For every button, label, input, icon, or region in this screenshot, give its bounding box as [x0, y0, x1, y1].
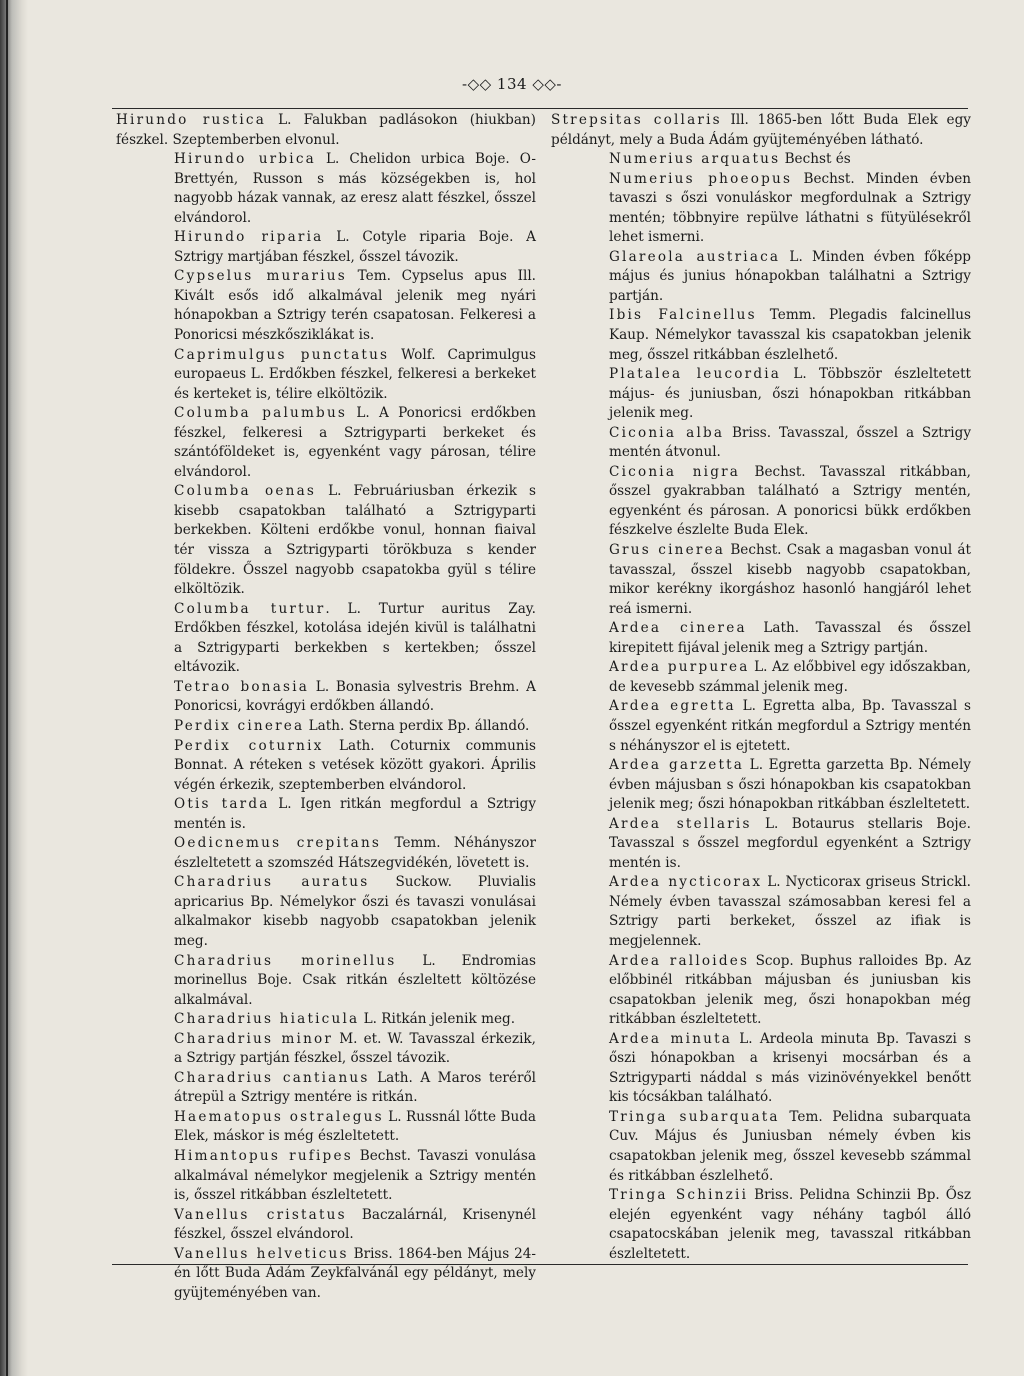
- species-entry: [116, 1069, 536, 1108]
- species-entry: [116, 873, 536, 951]
- species-description: Suckow. Pluvialis apricarius Bp. Némelykor őszi és tavaszi vonulásai alkalmakor kisebb nagyobb csapatokban jelenik meg.: [174, 874, 537, 949]
- species-description: Briss. 1864-ben Május 24-én lőtt Buda Ádám Zeykfalvánál egy példányt, mely gyüjteményében van.: [174, 1245, 536, 1301]
- species-description: L. Többször észleltetett május- és juniusban, őszi hónapokban ritkábban jelenik meg.: [609, 366, 971, 422]
- species-entry: [551, 1108, 971, 1186]
- species-description: L. Igen ritkán megfordul a Sztrigy mentén is.: [174, 796, 536, 832]
- species-description: Briss. Tavasszal, ősszel a Sztrigy mentén átvonul.: [609, 424, 971, 461]
- species-name: Ardea egretta: [609, 698, 736, 715]
- species-description: Bechst. Csak a magasban vonul át tavasszal, ősszel kisebb nagyobb csapatokban, mikor kerékny ikorgáshoz hasonló hangjáról lehet reá ismerni.: [609, 542, 971, 617]
- species-entry: [116, 482, 536, 599]
- species-name: Charadrius cantianus: [174, 1069, 370, 1086]
- species-name: Hirundo rustica: [116, 112, 266, 128]
- species-name: Ardea stellaris: [609, 815, 752, 832]
- species-entry: [116, 346, 536, 405]
- species-name: Numerius phoeopus: [609, 170, 793, 187]
- species-description: Scop. Buphus ralloides Bp. Az előbbinél ritkábban májusban és juniusban kis csapatokban jelenik meg, őszi honapokban még ritkábban észleltetett.: [609, 952, 971, 1028]
- species-description: Wolf. Caprimulgus europaeus L. Erdőkben fészkel, felkeresi a berkeket és kerteket is, télire elköltözik.: [174, 346, 536, 402]
- right-column: [551, 111, 971, 1264]
- species-description: L. Februáriusban érkezik s kisebb csapatokban található a Sztrigyparti berkekben. Költeni erdőkbe vonul, honnan fiaival tér vissza a Sztrigyparti törökbuza s kender földekre. Ősszel nagyobb csapatokba gyül s télire elköltözik.: [174, 483, 536, 598]
- species-entry: [551, 619, 971, 658]
- species-entry: [551, 952, 971, 1030]
- species-description: Lath. Tavasszal és ősszel kirepitett fijával jelenik meg a Sztrigy partján.: [609, 620, 972, 656]
- species-description: Bechst. Minden évben tavaszi s őszi vonuláskor megfordulnak a Sztrigy mentén; többnyire repülve láthatni s fütyülésekről lehet ismerni.: [609, 170, 971, 246]
- species-name: Charadrius auratus: [174, 874, 370, 891]
- species-name: Hirundo riparia: [174, 229, 324, 246]
- species-entry: [116, 1245, 536, 1304]
- species-name: Ardea nycticorax: [609, 874, 763, 891]
- species-description: Bechst. Tavasszal ritkábban, ősszel gyakrabban található a Sztrigy mentén, egyenként és párosan. A ponoricsi bükk erdőkben fészkelve észlelte Buda Elek.: [609, 463, 971, 539]
- species-entry: [551, 150, 971, 170]
- species-entry: [116, 267, 536, 345]
- species-name: Charadrius morinellus: [174, 952, 397, 969]
- species-entry: [116, 678, 536, 717]
- binding-spine: [0, 0, 28, 1376]
- species-entry: [116, 952, 536, 1011]
- species-entry: [551, 248, 971, 307]
- species-description: Ill. 1865-ben lőtt Buda Elek egy példányt, mely a Buda Ádám gyüjteményében látható.: [551, 112, 971, 148]
- species-entry: [551, 1030, 971, 1108]
- species-description: Bechst és: [780, 151, 851, 168]
- species-name: Ciconia nigra: [609, 463, 741, 480]
- species-name: Columba oenas: [174, 483, 317, 500]
- species-entry: [551, 815, 971, 874]
- species-entry: [116, 1206, 536, 1245]
- species-name: Vanellus cristatus: [174, 1206, 347, 1223]
- species-description: L. Ardeola minuta Bp. Tavaszi s őszi hónapokban a krisenyi mocsárban és a Sztrigyparti náddal s más vizinövényekkel benőtt kis tócsákban található.: [609, 1030, 971, 1106]
- species-description: L. Minden évben főképp május és junius hónapokban találhatni a Sztrigy partján.: [609, 248, 971, 304]
- species-name: Ibis Falcinellus: [609, 307, 757, 324]
- species-description: M. et. W. Tavasszal érkezik, a Sztrigy partján fészkel, ősszel távozik.: [174, 1030, 536, 1067]
- species-name: Perdix cinerea: [174, 717, 305, 734]
- species-entry: [551, 365, 971, 424]
- species-name: Tringa Schinzii: [609, 1187, 749, 1204]
- species-name: Numerius arquatus: [609, 151, 781, 168]
- species-name: Charadrius hiaticula: [174, 1011, 360, 1028]
- species-entry: [116, 834, 536, 873]
- binding-edge-line: [6, 0, 8, 1376]
- species-entry: [116, 1108, 536, 1147]
- species-description: Tem. Pelidna subarquata Cuv. Május és Juniusban némely évben kis csapatokban jelenik meg, ősszel kevesebb számmal és ritkábban észlelhető.: [609, 1108, 972, 1184]
- species-name: Charadrius minor: [174, 1030, 334, 1047]
- species-name: Ardea garzetta: [609, 757, 745, 774]
- species-entry: [116, 150, 536, 228]
- species-entry: [551, 658, 971, 697]
- species-name: Columba palumbus: [174, 405, 348, 422]
- species-name: Ciconia alba: [609, 424, 725, 441]
- species-description: Tem. Cypselus apus Ill. Kivált esős idő alkalmával jelenik meg nyári hónapokban a Sztrigy terén csapatosan. Felkeresi a Ponoricsi mészkősziklákat is.: [174, 268, 536, 344]
- page-number: -◇◇ 134 ◇◇-: [462, 75, 562, 93]
- species-entry: [116, 404, 536, 482]
- species-name: Grus cinerea: [609, 542, 726, 559]
- species-description: L. Bonasia sylvestris Brehm. A Ponoricsi, kovrágyi erdőkben állandó.: [174, 678, 536, 715]
- species-description: L. A Ponoricsi erdőkben fészkel, felkeresi a Sztrigyparti berkeket és szántóföldeket is, egyenként vagy párosan, télire elvándorol.: [174, 405, 536, 480]
- species-entry: [551, 463, 971, 541]
- species-entry: [551, 541, 971, 619]
- species-name: Tringa subarquata: [609, 1108, 780, 1125]
- species-description: L. Chelidon urbica Boje. O-Brettyén, Russon s más községekben is, hol nagyobb házak vannak, az eresz alatt fészkel, ősszel elvándorol.: [174, 151, 536, 226]
- species-description: L. Falukban padlásokon (hiukban) fészkel. Szeptemberben elvonul.: [116, 112, 536, 148]
- species-entry: [551, 697, 971, 756]
- species-entry: [116, 737, 536, 796]
- species-entry: [551, 424, 971, 463]
- species-description: Lath. Sterna perdix Bp. állandó.: [304, 717, 530, 734]
- species-description: Baczalárnál, Krisenynél fészkel, ősszel elvándorol.: [174, 1206, 536, 1243]
- species-description: L. Endromias morinellus Boje. Csak ritkán észleltett költözése alkalmával.: [174, 952, 537, 1008]
- species-name: Perdix coturnix: [174, 737, 324, 754]
- species-entry: [551, 756, 971, 815]
- species-entry: [116, 1010, 536, 1030]
- species-name: Glareola austriaca: [609, 248, 781, 265]
- species-entry: [116, 600, 536, 678]
- species-description: L. Nycticorax griseus Strickl. Némely évben tavasszal számosabban keresi fel a Sztrigy parti berkeket, ősszel az ifiak is megjelennek.: [609, 874, 971, 949]
- species-description: L. Egretta alba, Bp. Tavasszal s ősszel egyenként ritkán megfordul a Sztrigy mentén s néhányszor el is ejtetett.: [609, 698, 971, 754]
- bottom-rule: [112, 1264, 968, 1265]
- species-name: Ardea cinerea: [609, 620, 747, 637]
- top-rule: [112, 108, 968, 109]
- species-description: L. Egretta garzetta Bp. Némely évben májusban s őszi hónapokban kis csapatokban jelenik meg; őszi hónapokban ritkábban észleltetett.: [609, 757, 971, 813]
- species-entry: [551, 1186, 971, 1264]
- species-entry: [551, 873, 971, 951]
- species-name: Platalea leucordia: [609, 366, 782, 383]
- species-entry: [116, 228, 536, 267]
- species-entry: [116, 1030, 536, 1069]
- species-name: Columba turtur: [174, 600, 326, 617]
- species-entry: [551, 170, 971, 248]
- species-description: L. Cotyle riparia Boje. A Sztrigy martjában fészkel, ősszel távozik.: [174, 229, 536, 265]
- species-description: Temm. Néhányszor észleltetett a szomszéd Hátszegvidékén, lövetett is.: [174, 835, 536, 871]
- species-description: L. Az előbbivel egy időszakban, de kevesebb számmal jelenik meg.: [609, 659, 971, 695]
- species-description: Lath. A Maros teréről átrepül a Sztrigy mentére is ritkán.: [174, 1069, 536, 1106]
- species-name: Ardea purpurea: [609, 659, 750, 676]
- species-name: Tetrao bonasia: [174, 678, 310, 695]
- species-entry: [116, 717, 536, 737]
- species-description: L. Russnál lőtte Buda Elek, máskor is még észleltetett.: [174, 1108, 537, 1145]
- species-description: . L. Turtur auritus Zay. Erdőkben fészkel, kotolása idején kivül is találhatni a Sztrigyparti berkekben s kertekben; ősszel eltávozik.: [174, 600, 536, 676]
- species-description: Temm. Plegadis falcinellus Kaup. Némelykor tavasszal kis csapatokban jelenik meg, ősszel ritkábban észlelhető.: [609, 307, 971, 363]
- left-column: [116, 111, 536, 1303]
- species-name: Himantopus rufipes: [174, 1147, 353, 1164]
- species-entry: [116, 1147, 536, 1206]
- species-name: Hirundo urbica: [174, 151, 316, 168]
- species-description: Briss. Pelidna Schinzii Bp. Ősz elején egyenként vagy néhány tagból álló csapatocskában jelenik meg, tavasszal ritkábban észleltetett.: [609, 1187, 971, 1262]
- species-description: L. Ritkán jelenik meg.: [359, 1011, 516, 1028]
- species-entry: [116, 111, 536, 150]
- species-name: Ardea minuta: [609, 1030, 733, 1047]
- species-name: Cypselus murarius: [174, 268, 347, 285]
- species-entry: [116, 795, 536, 834]
- species-name: Oedicnemus crepitans: [174, 835, 382, 852]
- species-description: L. Botaurus stellaris Boje. Tavasszal s ősszel megfordul egyenként a Sztrigy mentén is.: [609, 815, 972, 871]
- species-description: Lath. Coturnix communis Bonnat. A réteken s vetések között gyakori. Április végén érkezik, szeptemberben elvándorol.: [174, 737, 536, 793]
- species-name: Otis tarda: [174, 796, 270, 813]
- species-name: Haematopus ostralegus: [174, 1108, 384, 1125]
- species-entry: [551, 306, 971, 365]
- species-name: Vanellus helveticus: [174, 1245, 349, 1262]
- species-description: Bechst. Tavaszi vonulása alkalmával némelykor megjelenik a Sztrigy mentén is, ősszel ritkábban észleltetett.: [174, 1147, 536, 1204]
- species-name: Caprimulgus punctatus: [174, 346, 390, 363]
- species-entry: [551, 111, 971, 150]
- species-name: Strepsitas collaris: [551, 112, 722, 128]
- species-name: Ardea ralloides: [609, 952, 750, 969]
